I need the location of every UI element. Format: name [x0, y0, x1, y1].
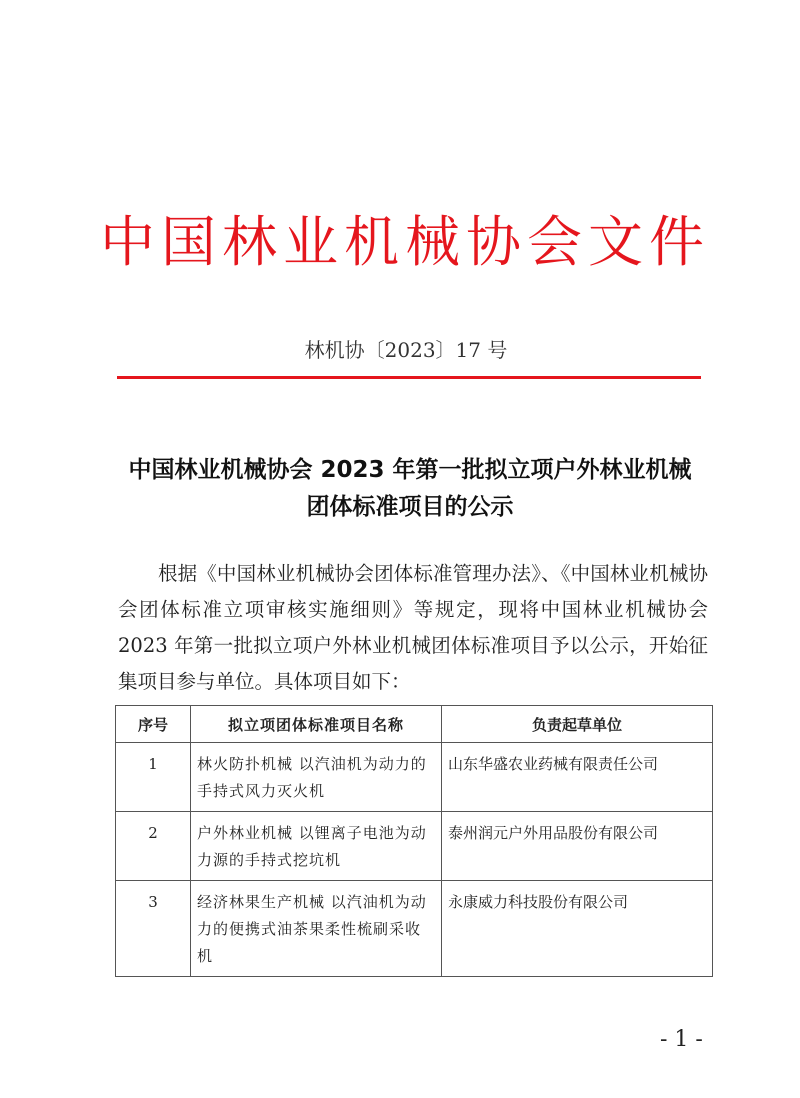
row-drafting-unit: 泰州润元户外用品股份有限公司 — [442, 812, 713, 881]
row-serial: 2 — [116, 812, 191, 881]
row-serial: 1 — [116, 743, 191, 812]
row-project-name: 户外林业机械 以锂离子电池为动力源的手持式挖坑机 — [191, 812, 442, 881]
header-project-name: 拟立项团体标准项目名称 — [191, 706, 442, 743]
row-serial: 3 — [116, 881, 191, 977]
notice-title — [110, 452, 710, 526]
table-row — [116, 743, 713, 812]
notice-title-line-1: 中国林业机械协会 2023 年第一批拟立项户外林业机械 — [128, 457, 692, 483]
notice-title-line-2: 团体标准项目的公示 — [306, 494, 514, 520]
red-divider-line — [117, 376, 701, 379]
page-number: - 1 - — [660, 1027, 703, 1052]
row-project-name: 经济林果生产机械 以汽油机为动力的便携式油茶果柔性梳刷采收机 — [191, 881, 442, 977]
notice-paragraph: 根据《中国林业机械协会团体标准管理办法》、《中国林业机械协会团体标准立项审核实施细则》等规定，现将中国林业机械协会 2023 年第一批拟立项户外林业机械团体标准项目予以公示，开始征集项目参与单位。具体项目如下： — [118, 562, 708, 693]
header-drafting-unit: 负责起草单位 — [442, 706, 713, 743]
table-row — [116, 812, 713, 881]
document-number: 林机协〔2023〕17 号 — [304, 338, 508, 362]
document-header-title: 中国林业机械协会文件 — [100, 210, 711, 274]
table-row — [116, 881, 713, 977]
row-drafting-unit: 山东华盛农业药械有限责任公司 — [442, 743, 713, 812]
row-drafting-unit: 永康威力科技股份有限公司 — [442, 881, 713, 977]
table-header-row — [116, 706, 713, 743]
header-serial: 序号 — [116, 706, 191, 743]
row-project-name: 林火防扑机械 以汽油机为动力的手持式风力灭火机 — [191, 743, 442, 812]
project-table — [115, 705, 713, 977]
